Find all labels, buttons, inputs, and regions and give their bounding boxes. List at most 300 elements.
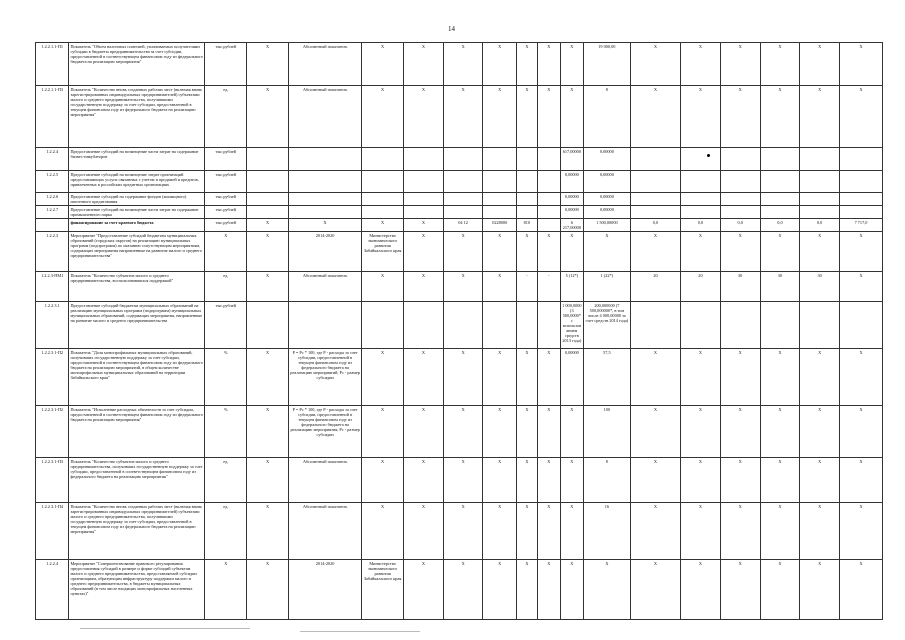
table-cell [247,302,289,349]
table-cell [681,148,721,171]
table-cell [289,148,362,171]
table-row [36,503,883,560]
table-cell: X [362,219,404,232]
table-cell: X [247,43,289,86]
table-cell: X [560,458,583,503]
table-cell: X [247,406,289,458]
table-cell: X [483,272,516,302]
table-cell: тыс.рублей [205,43,247,86]
table-cell: X [560,406,583,458]
table-row [36,302,883,349]
table-cell [483,171,516,193]
table-cell [720,171,760,193]
table-cell [760,171,800,193]
table-cell [443,171,483,193]
table-cell: 8 [583,458,630,503]
table-cell: X [404,458,444,503]
table-cell: X [537,503,560,560]
table-cell: X [840,86,883,148]
table-cell [630,206,680,219]
table-cell [720,206,760,219]
row-code-cell: 1.2.2.4 [36,560,69,620]
table-cell: 20 [681,272,721,302]
table-cell: X [362,349,404,406]
table-cell: X [800,349,840,406]
table-cell: X [247,86,289,148]
table-cell: Абсолютный показатель [289,43,362,86]
table-cell: 2014-2020 [289,232,362,272]
table-cell [681,193,721,206]
table-cell [443,302,483,349]
table-cell: X [800,503,840,560]
table-cell: X [404,349,444,406]
table-cell: ед. [205,458,247,503]
table-cell: X [483,232,516,272]
table-cell: X [560,503,583,560]
table-cell [630,171,680,193]
table-cell [760,302,800,349]
table-cell: X [720,349,760,406]
table-cell [404,193,444,206]
table-cell [720,193,760,206]
table-cell: X [362,406,404,458]
table-cell [362,206,404,219]
table-row [36,206,883,219]
table-cell: X [760,406,800,458]
table-cell: X [362,503,404,560]
table-cell: X [247,272,289,302]
table-cell [404,206,444,219]
table-cell: X [404,232,444,272]
table-cell: 1 (22*) [583,272,630,302]
table-cell [516,302,537,349]
table-cell: X [289,219,362,232]
row-description-cell: Мероприятие "Предоставление субсидий бюджетам муниципальных образований (городских округов) на реализацию муниципальных программ (подпрограмм) по оказанию сопутствующим мероприятиям, содержащих мероприятия направленные на развитие малого и среднего предпринимательства" [69,232,205,272]
table-cell: X [720,458,760,503]
table-cell: X [537,560,560,620]
table-cell: X [681,503,721,560]
table-cell [362,193,404,206]
table-cell: X [583,232,630,272]
table-cell: X [483,560,516,620]
table-cell [289,193,362,206]
row-description-cell: Показатель "Доля монопрофильных муниципальных образований, получивших государственную поддержку за счет субсидии, предоставленной в соответствующем финансовом году из федерального бюджета на реализацию мероприятий, в общем количестве монопрофильных муниципальных образований на территории Забайкальского края" [69,349,205,406]
table-cell: X [720,406,760,458]
table-cell: X [840,503,883,560]
table-cell: X [443,406,483,458]
table-cell [289,206,362,219]
table-cell: X [404,406,444,458]
table-cell: ед. [205,503,247,560]
table-cell [247,171,289,193]
table-cell: X [247,458,289,503]
row-code-cell: 1.2.2.3.1 [36,302,69,349]
table-cell: P = Рс * 100, где P - расходы за счет субсидии, предоставленной в текущем финансовом году из федерального бюджета на реализацию мероприятий, Рс - размер субсидии [289,349,362,406]
table-cell: тыс.рублей [205,148,247,171]
table-cell: X [630,406,680,458]
table-row [36,43,883,86]
table-cell: ед. [205,86,247,148]
table-cell: X [404,219,444,232]
table-cell: X [205,560,247,620]
table-cell: 8 [583,86,630,148]
table-cell [404,171,444,193]
table-cell [760,206,800,219]
table-cell [516,171,537,193]
table-cell: 0,00000 [583,148,630,171]
table-cell: 19 000,00 [583,43,630,86]
table-row [36,349,883,406]
table-cell: 04 12 [443,219,483,232]
table-cell [840,171,883,193]
table-cell: X [362,458,404,503]
table-cell [516,193,537,206]
page-number: 14 [448,25,455,33]
table-cell: X [560,86,583,148]
row-code-cell: 1.2.2.1.1-П1 [36,43,69,86]
table-cell [537,171,560,193]
table-cell: X [840,272,883,302]
table-cell [800,193,840,206]
table-cell: X [681,406,721,458]
table-cell: X [760,232,800,272]
table-cell: X [537,43,560,86]
row-description-cell: Предоставление субсидий на содержание фондов (жилищного) ипотечного кредитования [69,193,205,206]
table-cell: X [516,406,537,458]
table-cell: X [583,560,630,620]
table-cell: X [516,43,537,86]
row-description-cell: Показатель "Исполнение расходных обязательств за счет субсидии, предоставленной в соответствующем финансовом году из федерального бюджета на реализацию мероприятия" [69,406,205,458]
table-cell [362,148,404,171]
table-cell: X [404,43,444,86]
table-cell: 7 717,0 [840,219,883,232]
table-cell: X [483,86,516,148]
table-cell: X [800,86,840,148]
table-cell: 0,00000 [583,193,630,206]
table-cell: X [516,560,537,620]
table-cell: X [537,349,560,406]
table-cell: X [516,232,537,272]
table-cell: X [630,503,680,560]
table-cell: P = Рс * 100, где P - расходы за счет субсидии, предоставленной в текущем финансовом году из федерального бюджета на реализацию мероприятия, Рс - размер субсидии [289,406,362,458]
table-cell: X [720,86,760,148]
table-cell [800,302,840,349]
table-cell: X [443,272,483,302]
table-cell [404,302,444,349]
table-cell: X [443,458,483,503]
table-cell [443,206,483,219]
table-cell: X [443,349,483,406]
table-cell: X [516,86,537,148]
table-cell [720,302,760,349]
table-cell: X [537,406,560,458]
table-cell [289,302,362,349]
table-cell [630,148,680,171]
table-row [36,232,883,272]
table-cell: X [760,43,800,86]
table-cell [840,148,883,171]
table-cell: X [247,219,289,232]
table-cell: X [537,232,560,272]
table-cell: X [630,349,680,406]
table-cell [760,148,800,171]
table-cell: 30 [760,272,800,302]
scan-artifact-line [80,628,250,629]
row-code-cell: 1.2.2.4 [36,148,69,171]
table-cell: Абсолютный показатель [289,458,362,503]
table-cell: 0,0 [630,219,680,232]
table-cell [483,302,516,349]
row-code-cell: 1.2.2.3-ПМ1 [36,272,69,302]
table-cell: 0,0 [760,219,800,232]
table-cell: X [205,232,247,272]
table-cell: X [840,349,883,406]
table-cell: X [560,560,583,620]
row-description-cell: Предоставление субсидий бюджетам муниципальных образований на реализацию муниципальных программ (подпрограмм) муниципальных муниципальных образований, содержащих мероприятия, направленные на развитие малого и среднего предпринимательства [69,302,205,349]
table-cell: % [205,406,247,458]
table-cell: X [760,458,800,503]
table-cell: тыс.рублей [205,193,247,206]
table-cell: 6 217,00000 [560,219,583,232]
table-cell [840,193,883,206]
table-cell: X [760,349,800,406]
table-row [36,148,883,171]
table-cell: X [443,503,483,560]
table-cell: X [362,43,404,86]
table-row [36,219,883,232]
table-cell: X [516,458,537,503]
table-cell: X [681,458,721,503]
table-cell [840,206,883,219]
row-code-cell: 1.2.2.1.1-П3 [36,86,69,148]
table-cell: 20 [630,272,680,302]
table-cell: X [800,232,840,272]
row-description-cell: Показатель "Количество субъектов малого и среднего предпринимательства, воспользовавшихся поддержкой" [69,272,205,302]
table-cell [247,206,289,219]
table-cell: X [247,503,289,560]
row-description-cell: Показатель "Объем налоговых платежей, уплачиваемых получателями субсидии в бюджеты предпринимательства за счет субсидии, предоставленной в соответствующем финансовом году из федерального бюджета на реализацию мероприятия" [69,43,205,86]
table-row [36,171,883,193]
table-cell: X [443,86,483,148]
table-cell: X [760,86,800,148]
row-code-cell: 1.2.2.6 [36,193,69,206]
table-cell: 617,00000 [560,148,583,171]
table-cell: 0,00000 [560,193,583,206]
table-cell: X [800,560,840,620]
row-code-cell: 1.2.2.3 [36,232,69,272]
table-cell [537,148,560,171]
table-cell: X [800,43,840,86]
table-cell [483,148,516,171]
table-cell [840,302,883,349]
table-cell: X [681,349,721,406]
table-cell: X [247,349,289,406]
table-cell: X [404,272,444,302]
table-cell: X [404,503,444,560]
table-cell: X [362,86,404,148]
table-cell: % [205,349,247,406]
table-cell: 2014-2020 [289,560,362,620]
table-cell: X [247,560,289,620]
table-cell: X [560,232,583,272]
table-cell: 1 500,00000 [583,219,630,232]
table-cell [443,148,483,171]
table-cell: 30 [720,272,760,302]
table-cell: X [483,503,516,560]
table-cell: 5 (12*) [560,272,583,302]
table-cell [760,193,800,206]
table-cell: 0228000 [483,219,516,232]
row-code-cell: 1.2.2.3.1-П4 [36,503,69,560]
row-description-cell: Предоставление субсидий на возмещение части затрат на содержание бизнес-инкубаторов [69,148,205,171]
table-cell [537,206,560,219]
table-cell: X [516,503,537,560]
table-cell: X [630,458,680,503]
table-cell: X [840,560,883,620]
table-cell: X [720,560,760,620]
table-cell: 0,0 [720,219,760,232]
table-cell: X [483,43,516,86]
table-cell [800,206,840,219]
row-code-cell: 1.2.2.3.1-П2 [36,349,69,406]
table-cell: 1 000,0000 (3 500,0000* с использованием средств 2013 года) [560,302,583,349]
table-cell: X [443,43,483,86]
table-cell: X [681,86,721,148]
table-cell: X [483,406,516,458]
table-cell: X [630,86,680,148]
row-code-cell: 1.2.2.7 [36,206,69,219]
table-cell: X [404,86,444,148]
table-row [36,458,883,503]
table-row [36,560,883,620]
table-cell: тыс.рублей [205,219,247,232]
table-cell: X [760,560,800,620]
table-cell: X [720,43,760,86]
row-description-cell: финансирование за счет краевого бюджета [69,219,205,232]
table-cell: X [720,232,760,272]
table-cell: 57,5 [583,349,630,406]
table-cell [247,148,289,171]
table-cell: X [247,232,289,272]
table-cell [537,302,560,349]
table-cell [289,171,362,193]
row-description-cell: Показатель "Количество субъектов малого и среднего предпринимательства, получивших государственную поддержку за счет субсидии, предоставленной в соответствующем финансовом году из федерального бюджета на реализацию мероприятия" [69,458,205,503]
table-cell: X [630,560,680,620]
table-cell: 0,0 [800,219,840,232]
row-description-cell: Предоставление субсидий на возмещение затрат организаций предоставляющих услуги связанных с учетом и продажей и кредитов, привлеченных в российских кредитных организациях [69,171,205,193]
table-cell: 0,00000 [560,349,583,406]
row-description-cell: Предоставление субсидий на возмещение части затрат на содержание промышленного парка [69,206,205,219]
table-cell [630,193,680,206]
table-cell: X [404,560,444,620]
table-cell: - [537,272,560,302]
table-cell [247,193,289,206]
row-description-cell: Мероприятие "Совершенствование правового регулирования предоставления субсидий в размере и форме субсидий субъектам малого и среднего предпринимательства, предоставляемой субсидии организациям, образующим инфраструктуру поддержки малого и среднего предпринимательства, в бюджеты муниципальных образований (в том числе входящих монопрофильных населенных пунктах)" [69,560,205,620]
row-description-cell: Показатель "Количество вновь созданных рабочих мест (включая вновь зарегистрированных индивидуальных предпринимателей) субъектами малого и среднего предпринимательства, получившими государственную поддержку за счет субсидии, предоставленной в текущем финансовом году из федерального бюджета на реализацию мероприятия" [69,503,205,560]
table-cell: 100 [583,406,630,458]
table-cell [537,193,560,206]
table-row [36,406,883,458]
table-cell: X [840,458,883,503]
table-cell: X [483,458,516,503]
table-cell: 0,00000 [560,206,583,219]
row-code-cell: 1.2.2.3.1-П2 [36,406,69,458]
program-measures-table [35,42,883,620]
table-cell: 0,00000 [560,171,583,193]
table-cell [681,302,721,349]
table-cell: Министерство экономического развития Забайкальского края [362,232,404,272]
table-cell: тыс.рублей [205,302,247,349]
table-cell: X [537,86,560,148]
program-table-sheet [35,42,883,620]
table-cell: ед. [205,272,247,302]
table-cell [681,171,721,193]
scan-artifact-line [300,631,420,632]
table-row [36,86,883,148]
table-cell: X [443,232,483,272]
table-cell [720,148,760,171]
table-cell [800,171,840,193]
table-cell [630,302,680,349]
table-cell [483,206,516,219]
table-cell [483,193,516,206]
table-cell: X [630,43,680,86]
table-cell: X [483,349,516,406]
table-cell [443,193,483,206]
table-cell: X [840,232,883,272]
table-cell: X [720,503,760,560]
row-code-cell: 1.2.2.3.1-П3 [36,458,69,503]
table-cell: X [681,232,721,272]
table-cell [362,171,404,193]
table-cell [362,302,404,349]
table-cell: X [516,349,537,406]
table-cell: X [840,406,883,458]
table-cell: 810 [516,219,537,232]
table-cell: X [443,560,483,620]
table-cell [681,206,721,219]
table-cell: X [630,232,680,272]
table-cell: 0,00000 [583,171,630,193]
row-description-cell: Показатель "Количество вновь созданных рабочих мест (включая вновь зарегистрированных индивидуальных предпринимателей) субъектами малого и среднего предпринимательства, получившими государственную поддержку за счет субсидии, предоставленной в текущем финансовом году из федерального бюджета на реализацию мероприятия" [69,86,205,148]
table-cell: - [516,272,537,302]
table-cell: тыс.рублей [205,171,247,193]
table-cell: X [362,272,404,302]
table-cell: X [800,458,840,503]
table-cell: Абсолютный показатель [289,503,362,560]
scan-dot [707,154,710,157]
table-row [36,193,883,206]
table-cell: Министерство экономического развития Забайкальского края [362,560,404,620]
table-cell: 0,00000 [583,206,630,219]
table-cell [516,148,537,171]
row-code-cell [36,219,69,232]
table-cell: 200,000000 (7 500,000000*, в том числе 4 000,00000 за счет средств 2014 года) [583,302,630,349]
table-cell: 0,0 [681,219,721,232]
table-cell: X [560,43,583,86]
table-cell: X [800,406,840,458]
table-cell: X [537,458,560,503]
table-cell: Абсолютный показатель [289,272,362,302]
table-cell [537,219,560,232]
table-cell [516,206,537,219]
table-cell: 16 [583,503,630,560]
table-cell: Абсолютный показатель [289,86,362,148]
table-cell: X [840,43,883,86]
table-cell: тыс.рублей [205,206,247,219]
table-cell [800,148,840,171]
table-cell: X [681,560,721,620]
